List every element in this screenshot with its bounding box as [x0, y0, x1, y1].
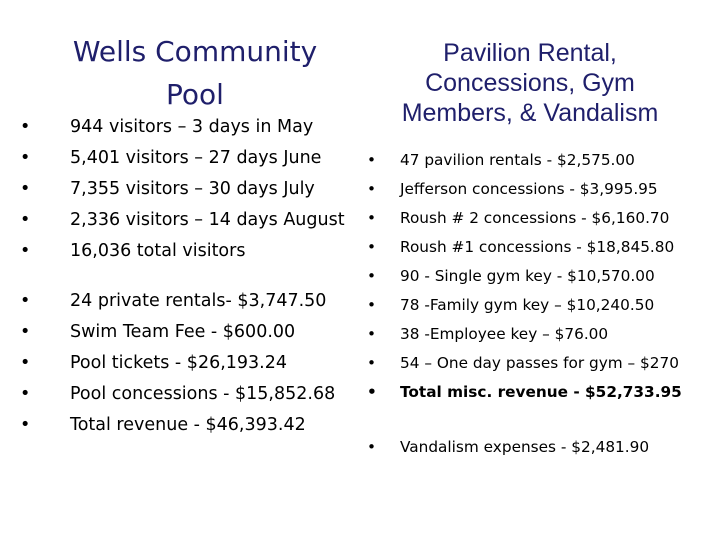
pool-title-line1: Wells Community — [72, 35, 318, 68]
list-item: • Pool tickets - $26,193.24 — [70, 348, 335, 379]
list-item: • 944 visitors – 3 days in May — [70, 112, 345, 143]
total-misc-revenue: • Total misc. revenue - $52,733.95 — [400, 378, 682, 407]
list-item: • 7,355 visitors – 30 days July — [70, 174, 345, 205]
list-item: • 78 -Family gym key – $10,240.50 — [400, 291, 682, 320]
pool-title-line2: Pool — [166, 78, 224, 111]
list-item: • 47 pavilion rentals - $2,575.00 — [400, 146, 682, 175]
list-item: • Pool concessions - $15,852.68 — [70, 379, 335, 410]
pool-revenue-list — [70, 286, 335, 441]
list-item: • 38 -Employee key – $76.00 — [400, 320, 682, 349]
list-item: • Roush #1 concessions - $18,845.80 — [400, 233, 682, 262]
vandalism-item: • Vandalism expenses - $2,481.90 — [400, 433, 649, 462]
vandalism-list — [400, 433, 649, 462]
visitor-list — [70, 112, 345, 267]
misc-revenue-list — [400, 146, 682, 407]
pavilion-title-line2: Concessions, Gym — [425, 69, 635, 97]
list-item: • 24 private rentals- $3,747.50 — [70, 286, 335, 317]
list-item: • Swim Team Fee - $600.00 — [70, 317, 335, 348]
list-item: • 5,401 visitors – 27 days June — [70, 143, 345, 174]
list-item: • Total revenue - $46,393.42 — [70, 410, 335, 441]
pavilion-title-line3: Members, & Vandalism — [401, 99, 659, 127]
pavilion-title-line1: Pavilion Rental, — [443, 39, 617, 67]
list-item: • Roush # 2 concessions - $6,160.70 — [400, 204, 682, 233]
list-item: • 90 - Single gym key - $10,570.00 — [400, 262, 682, 291]
pool-title — [40, 30, 350, 116]
list-item: • 2,336 visitors – 14 days August — [70, 205, 345, 236]
pavilion-title — [375, 38, 685, 128]
list-item: • Jefferson concessions - $3,995.95 — [400, 175, 682, 204]
list-item: • 54 – One day passes for gym – $270 — [400, 349, 682, 378]
list-item: • 16,036 total visitors — [70, 236, 345, 267]
